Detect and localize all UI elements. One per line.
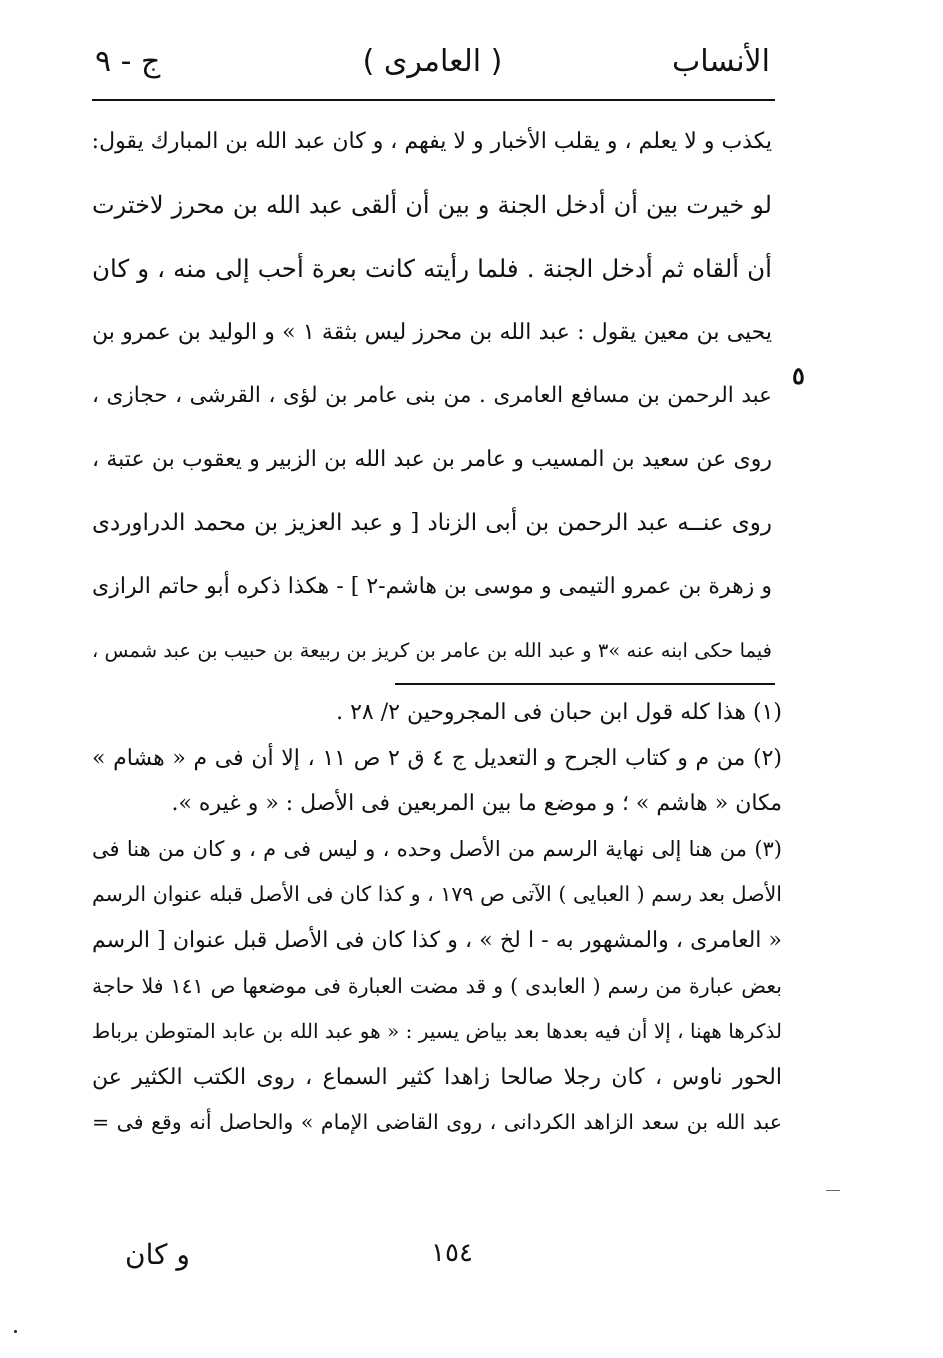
- main-text: [92, 110, 772, 682]
- footnote-line: « العامرى ، والمشهور به - ا لخ » ، و كذا كان فى الأصل قبل عنوان [ الرسم: [92, 927, 782, 953]
- catchword: و كان: [125, 1238, 190, 1271]
- text-line: أن ألقاه ثم أدخل الجنة . فلما رأيته كانت بعرة أحب إلى منه ، و كان: [92, 254, 772, 284]
- footnote-line: الأصل بعد رسم ( العبايى ) الآتى ص ١٧٩ ، و كذا كان فى الأصل قبله عنوان الرسم: [92, 882, 782, 907]
- footnote-line: الحور ناوس ، كان رجلا صالحا زاهدا كثير السماع ، روى الكتب الكثير عن: [92, 1064, 782, 1090]
- footnote-line: (٢) من م و كتاب الجرح و التعديل ج ٤ ق ٢ ص ١١ ، إلا أن فى م « هشام »: [92, 745, 783, 771]
- text-line: روى عن سعيد بن المسيب و عامر بن عبد الله بن الزبير و يعقوب بن عتبة ،: [92, 446, 772, 472]
- header-rule: [92, 99, 775, 101]
- footnote-rule: [395, 683, 775, 685]
- volume-number: ج - ٩: [95, 44, 161, 79]
- text-line: روى عنــه عبد الرحمن بن أبى الزناد [ و عبد العزيز بن محمد الدراوردى: [92, 509, 772, 536]
- footnote-line: (١) هذا كله قول ابن حبان فى المجروحين ٢/ ٢٨ .: [336, 700, 782, 725]
- page-number: ١٥٤: [431, 1238, 473, 1268]
- line-number-marker: ٥: [792, 361, 805, 390]
- footnote-line: (٣) من هنا إلى نهاية الرسم من الأصل وحده ، و ليس فى م ، و كان من هنا فى: [92, 836, 782, 861]
- text-line: يحيى بن معين يقول : عبد الله بن محرز ليس بثقة ١ » و الوليد بن عمرو بن: [92, 319, 772, 345]
- running-title: الأنساب: [672, 44, 770, 79]
- footnote-line: عبد الله بن سعد الزاهد الكردانى ، روى القاضى الإمام » والحاصل أنه وقع فى =: [92, 1110, 782, 1135]
- text-line: فيما حكى ابنه عنه »٣ و عبد الله بن عامر بن كريز بن ربيعة بن حبيب بن عبد شمس ،: [92, 638, 772, 662]
- footnote-line: بعض عبارة من رسم ( العابدى ) و قد مضت العبارة فى موضعها ص ١٤١ فلا حاجة: [92, 973, 782, 998]
- footnote-line: لذكرها ههنا ، إلا أن فيه بعدها بعد بياض يسير : « هو عبد الله بن عابد المتوطن برباط: [91, 1019, 782, 1044]
- section-title: ( العامرى ): [362, 44, 503, 79]
- footnote-line: مكان « هاشم » ؛ و موضع ما بين المربعين فى الأصل : « و غيره ».: [171, 791, 782, 817]
- text-line: لو خيرت بين أن أدخل الجنة و بين أن ألقى عبد الله بن محرز لاخترت: [92, 190, 772, 219]
- text-line: و زهرة بن عمرو التيمى و موسى بن هاشم-٢ ] - هكذا ذكره أبو حاتم الرازى: [92, 574, 772, 600]
- page-header: [95, 42, 770, 92]
- scan-speck: [14, 1330, 17, 1333]
- footnotes: [92, 690, 782, 1146]
- text-line: يكذب و لا يعلم ، و يقلب الأخبار و لا يفهم ، و كان عبد الله بن المبارك يقول:: [91, 129, 772, 154]
- margin-mark: [826, 1190, 840, 1191]
- text-line: عبد الرحمن بن مسافع العامرى . من بنى عامر بن لؤى ، القرشى ، حجازى ،: [92, 383, 772, 409]
